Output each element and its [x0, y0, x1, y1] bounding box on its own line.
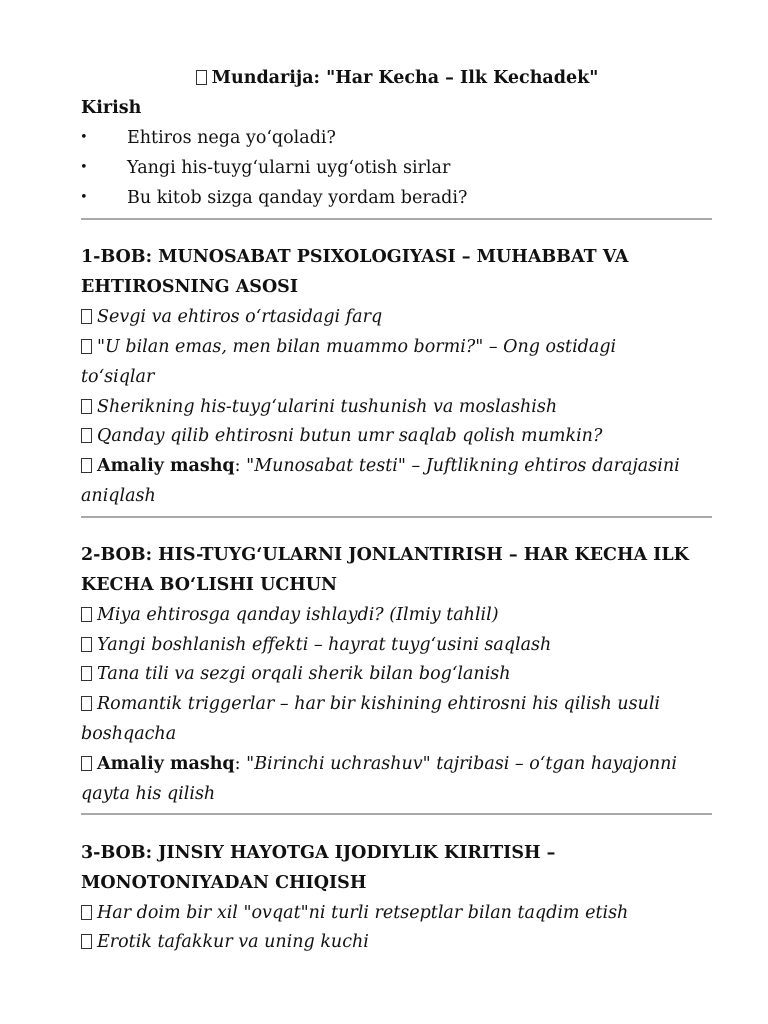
chapter-heading: MONOTONIYADAN CHIQISH	[81, 873, 367, 893]
chapter-item: Har doim bir xil "ovqat"ni turli retseptlar bilan taqdim etish	[81, 902, 628, 924]
chapter-item: "U bilan emas, men bilan muammo bormi?" – Ong ostidagi	[81, 336, 616, 358]
section-divider	[81, 813, 712, 815]
missing-glyph-icon	[81, 756, 92, 771]
chapter-item: Qanday qilib ehtirosni butun umr saqlab qolish mumkin?	[81, 425, 602, 447]
chapter-heading: KECHA BO‘LISHI UCHUN	[81, 575, 338, 595]
missing-glyph-icon	[81, 339, 92, 354]
chapter-item: Erotik tafakkur va uning kuchi	[81, 931, 369, 953]
bullet-icon: •	[80, 190, 88, 205]
chapter-heading: 2-BOB: HIS-TUYG‘ULARNI JONLANTIRISH – HAR KECHA ILK	[81, 545, 689, 565]
missing-glyph-icon	[81, 637, 92, 652]
missing-glyph-icon	[81, 399, 92, 414]
missing-glyph-icon	[81, 607, 92, 622]
intro-item: Yangi his-tuyg‘ularni uyg‘otish sirlar	[127, 158, 451, 178]
missing-glyph-icon	[81, 905, 92, 920]
exercise-line: Amaliy mashq: "Munosabat testi" – Juftlikning ehtiros darajasini	[81, 455, 680, 477]
chapter-item: Yangi boshlanish effekti – hayrat tuyg‘usini saqlash	[81, 634, 551, 656]
chapter-heading: EHTIROSNING ASOSI	[81, 277, 299, 297]
chapter-item: Sevgi va ehtiros o‘rtasidagi farq	[81, 306, 382, 328]
chapter-item-continuation: to‘siqlar	[81, 367, 155, 387]
chapter-item: Sherikning his-tuyg‘ularini tushunish va moslashish	[81, 396, 557, 418]
missing-glyph-icon	[196, 70, 207, 85]
chapter-heading: 3-BOB: JINSIY HAYOTGA IJODIYLIK KIRITISH –	[81, 843, 556, 863]
section-divider	[81, 516, 712, 518]
chapter-heading: 1-BOB: MUNOSABAT PSIXOLOGIYASI – MUHABBAT VA	[81, 247, 629, 267]
intro-item: Ehtiros nega yo‘qoladi?	[127, 128, 336, 148]
exercise-line: Amaliy mashq: "Birinchi uchrashuv" tajribasi – o‘tgan hayajonni	[81, 753, 677, 775]
missing-glyph-icon	[81, 666, 92, 681]
missing-glyph-icon	[81, 428, 92, 443]
bullet-icon: •	[80, 130, 88, 145]
intro-item: Bu kitob sizga qanday yordam beradi?	[127, 188, 468, 208]
exercise-continuation: qayta his qilish	[81, 784, 216, 804]
exercise-continuation: aniqlash	[81, 486, 156, 506]
missing-glyph-icon	[81, 309, 92, 324]
missing-glyph-icon	[81, 934, 92, 949]
intro-heading: Kirish	[81, 98, 142, 118]
chapter-item: Miya ehtirosga qanday ishlaydi? (Ilmiy tahlil)	[81, 604, 499, 626]
missing-glyph-icon	[81, 696, 92, 711]
toc-title: Mundarija: "Har Kecha – Ilk Kechadek"	[0, 67, 768, 89]
section-divider	[81, 218, 712, 220]
chapter-item-continuation: boshqacha	[81, 724, 177, 744]
missing-glyph-icon	[81, 458, 92, 473]
bullet-icon: •	[80, 160, 88, 175]
chapter-item: Romantik triggerlar – har bir kishining ehtirosni his qilish usuli	[81, 693, 660, 715]
chapter-item: Tana tili va sezgi orqali sherik bilan bog‘lanish	[81, 663, 511, 685]
